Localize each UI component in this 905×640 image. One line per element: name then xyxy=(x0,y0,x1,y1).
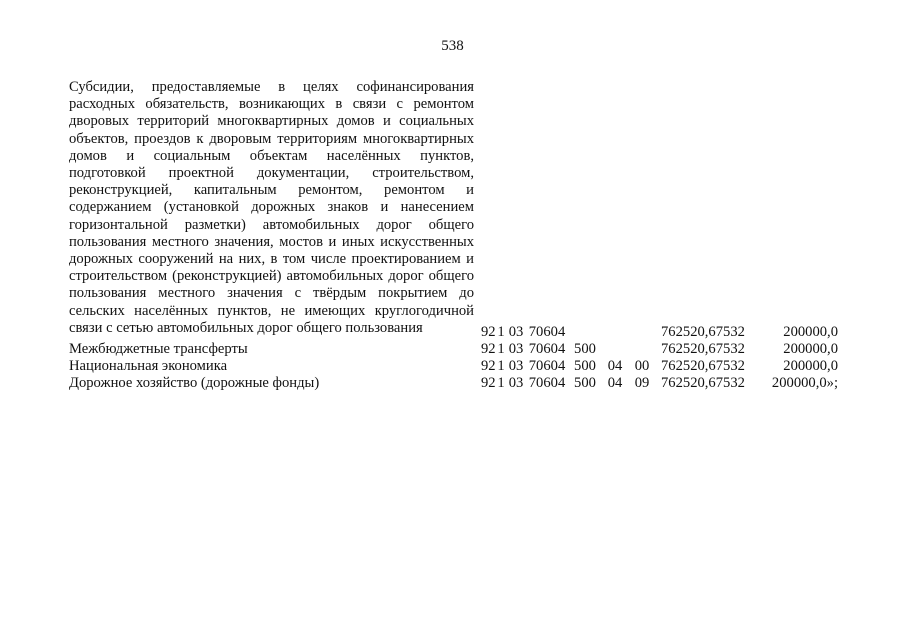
code-part: 04 xyxy=(607,375,623,391)
table-row xyxy=(69,375,849,392)
code-part: 00 xyxy=(634,358,650,374)
amount-second: 200000,0»; xyxy=(771,375,838,391)
row-name: Дорожное хозяйство (дорожные фонды) xyxy=(69,375,320,391)
row-code xyxy=(481,324,655,341)
code-part: 1 xyxy=(497,341,505,357)
code-part: 500 xyxy=(574,375,596,391)
code-part: 500 xyxy=(574,341,596,357)
amount-second: 200000,0 xyxy=(783,358,838,374)
amount-second: 200000,0 xyxy=(783,324,838,340)
code-part: 92 xyxy=(481,324,496,340)
item-description: Субсидии, предоставляемые в целях софинансирования расходных обязательств, возникающих в связи с ремонтом дворовых территорий многоквартирных домов и социальных объектов, проездов к дворовым территориям многоквартирных домов и социальным объектам населённых пунктов, подготовкой проектной документации, строительством, реконструкцией, капитальным ремонтом, ремонтом и содержанием (установкой дорожных знаков и нанесением горизонтальной разметки) автомобильных дорог общего пользования местного значения, мостов и иных искусственных дорожных сооружений на них, в том числе проектированием и строительством (реконструкцией) автомобильных дорог общего пользования местного значения с твёрдым покрытием до сельских населённых пунктов, не имеющих круглогодичной связи с сетью автомобильных дорог общего пользования xyxy=(69,79,474,336)
row-name: Национальная экономика xyxy=(69,358,228,374)
row-name: Межбюджетные трансферты xyxy=(69,341,248,357)
code-part: 1 xyxy=(497,324,505,340)
code-part: 1 xyxy=(497,375,505,391)
code-part: 04 xyxy=(607,358,623,374)
amount-first: 762520,67532 xyxy=(661,358,745,374)
code-part: 03 xyxy=(508,341,524,357)
table-row xyxy=(69,358,849,375)
page-number: 538 xyxy=(441,38,464,54)
code-part: 09 xyxy=(634,375,650,391)
code-part: 70604 xyxy=(528,341,566,357)
amount-first: 762520,67532 xyxy=(661,324,745,340)
code-part: 500 xyxy=(574,358,596,374)
code-part: 70604 xyxy=(528,375,566,391)
code-part: 1 xyxy=(497,358,505,374)
amount-second: 200000,0 xyxy=(783,341,838,357)
code-part: 92 xyxy=(481,358,496,374)
code-part: 92 xyxy=(481,375,496,391)
code-part: 03 xyxy=(508,324,524,340)
amount-first: 762520,67532 xyxy=(661,341,745,357)
table-row xyxy=(69,324,849,341)
code-part: 70604 xyxy=(528,324,566,340)
row-code xyxy=(481,341,655,358)
row-code xyxy=(481,358,655,375)
code-part: 70604 xyxy=(528,358,566,374)
code-part: 03 xyxy=(508,375,524,391)
code-part: 92 xyxy=(481,341,496,357)
table-row xyxy=(69,341,849,358)
amount-first: 762520,67532 xyxy=(661,375,745,391)
code-part: 03 xyxy=(508,358,524,374)
row-code xyxy=(481,375,655,392)
